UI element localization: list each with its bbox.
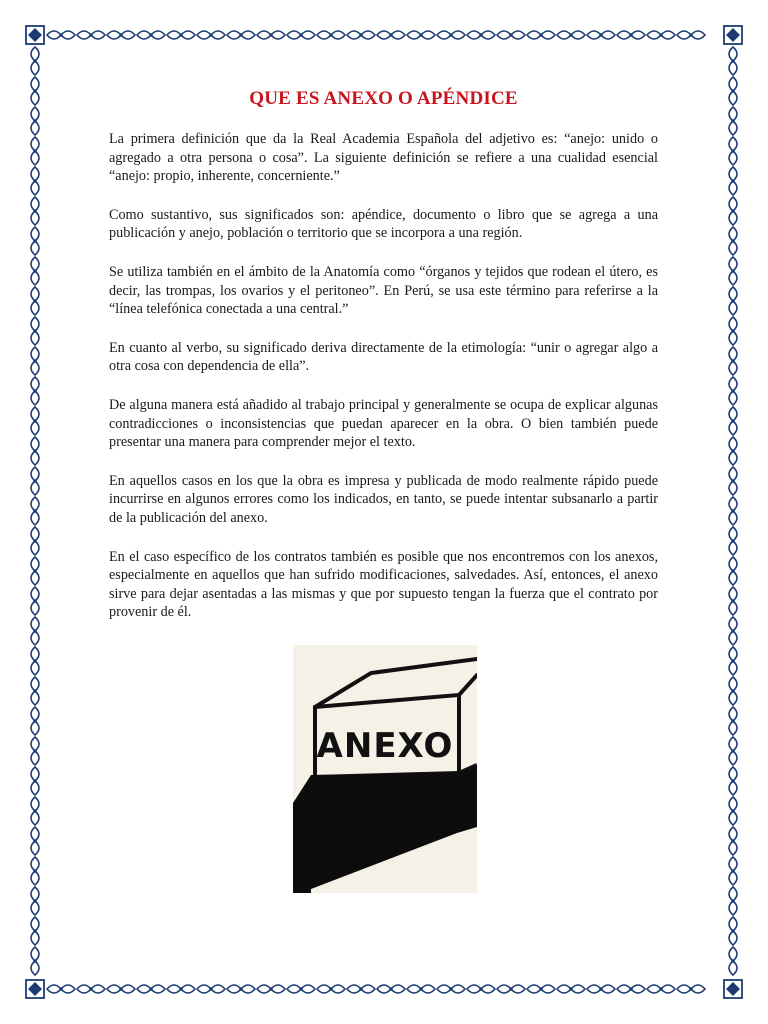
document-body	[109, 88, 658, 642]
document-title: QUE ES ANEXO O APÉNDICE	[249, 88, 518, 109]
paragraph-1: La primera definición que da la Real Academia Española del adjetivo es: “anejo: unido o agregado a otra persona o cosa”. La siguiente definición se refiere a una cualidad esencial “anejo: propio, inherente, concerniente.”	[109, 131, 658, 185]
paragraph-6: En aquellos casos en los que la obra es impresa y publicada de modo realmente rápido puede incurrirse en algunos errores como los indicados, en tanto, se puede intentar subsanarlo a partir de la publicación del anexo.	[109, 472, 658, 526]
illustration-label: ANEXO	[316, 726, 454, 766]
paragraph-5: De alguna manera está añadido al trabajo principal y generalmente se ocupa de explicar algunas contradicciones o inconsistencias que puedan aparecer en la obra. O bien también puede presentar una manera para comprender mejor el texto.	[109, 396, 658, 451]
paragraph-2: Como sustantivo, sus significados son: apéndice, documento o libro que se agrega a una publicación y anejo, población o territorio que se incorpora a una región.	[109, 206, 658, 242]
paragraph-3: Se utiliza también en el ámbito de la Anatomía como “órganos y tejidos que rodean el útero, es decir, las trompas, los ovarios y el peritoneo”. En Perú, se usa este término para referirse a la “línea telefónica conectada a una central.”	[109, 263, 658, 318]
paragraph-7: En el caso específico de los contratos también es posible que nos encontremos con los anexos, especialmente en aquellos que han sufrido modificaciones, salvedades. Así, entonces, el anexo sirve para dejar asentadas a las mismas y que por supuesto tengan la fuerza que el contrato por provenir de él.	[109, 548, 658, 621]
paragraph-4: En cuanto al verbo, su significado deriva directamente de la etimología: “unir o agregar algo a otra cosa con dependencia de ella”.	[109, 339, 658, 375]
anexo-illustration	[293, 645, 477, 893]
